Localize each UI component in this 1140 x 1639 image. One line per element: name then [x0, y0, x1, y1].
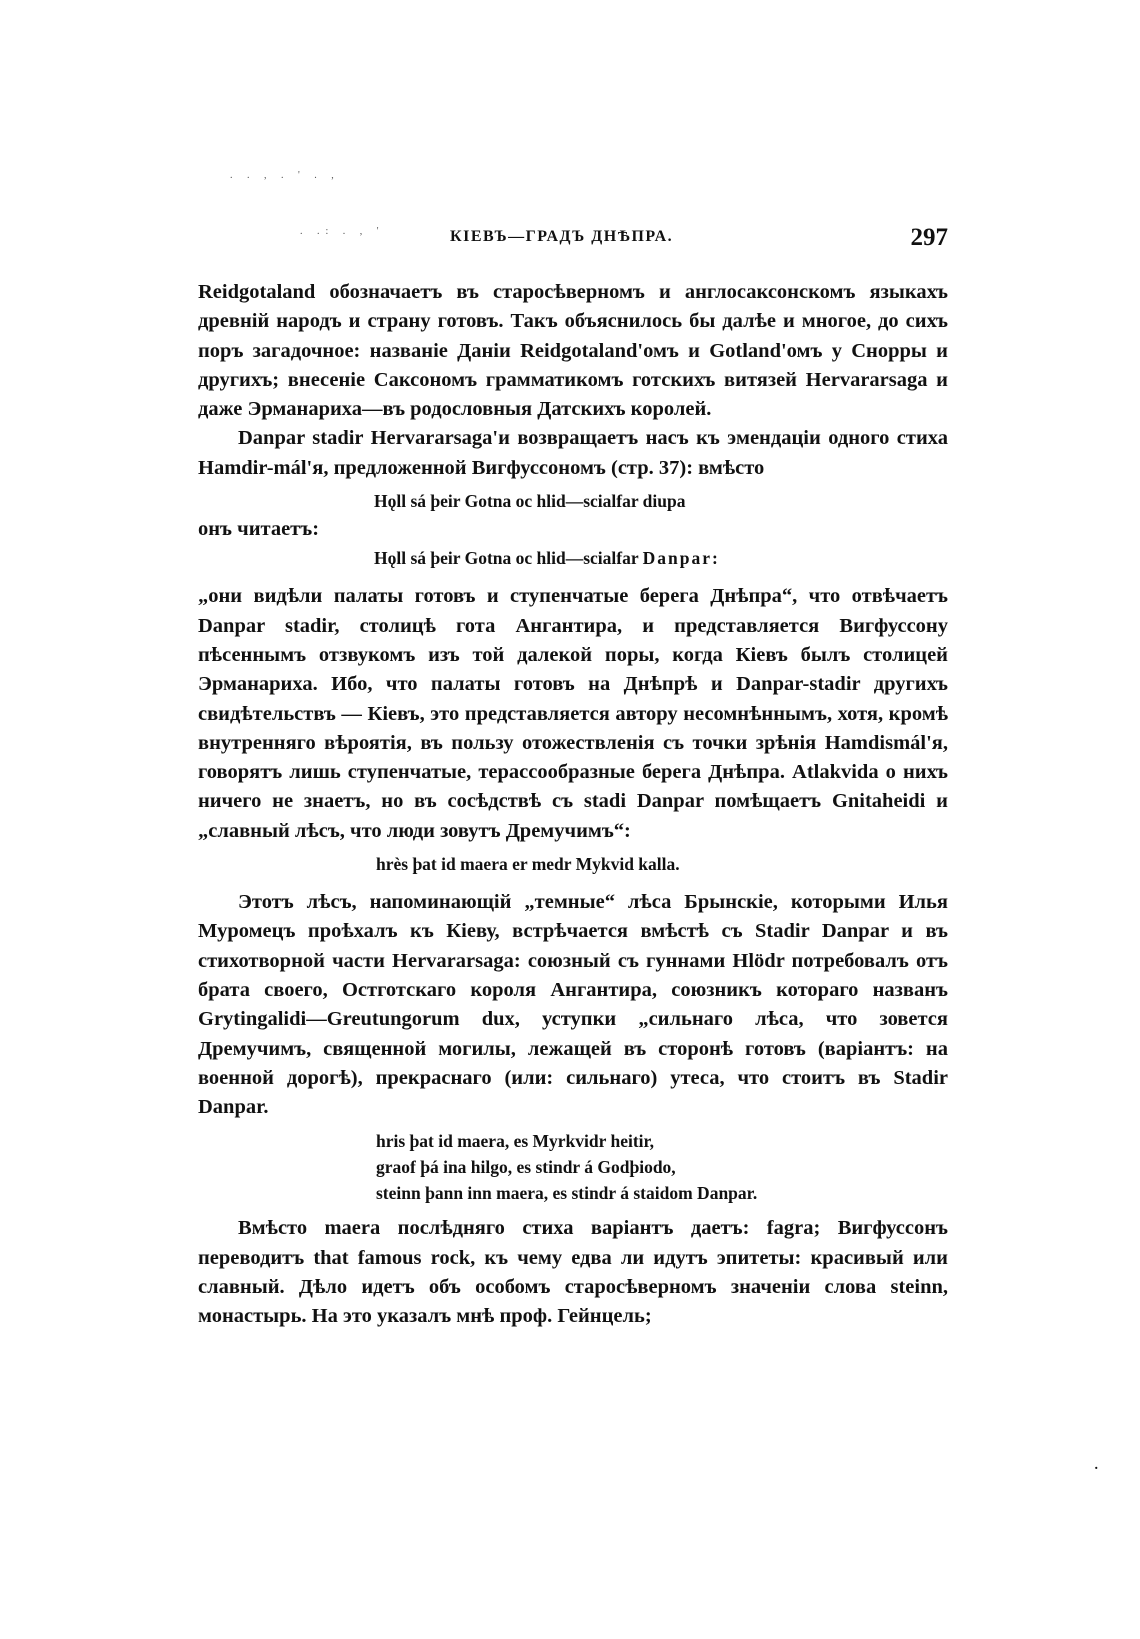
verse-text: Hǫll sá þeir Gotna oc hlid—scialfar	[374, 548, 643, 569]
page-number: 297	[910, 224, 948, 251]
verse-block-hervarar	[198, 1128, 948, 1206]
verse-line-original: Hǫll sá þeir Gotna oc hlid—scialfar diupa	[374, 491, 686, 512]
verse-emended-word: Danpar:	[642, 548, 720, 569]
paragraph: „они видѣли палаты готовъ и ступенчатые берега Днѣпра“, что отвѣчаетъ Danpar stadir, столицѣ гота Ангантира, и представляется Вигфуссону пѣсеннымъ отзвукомъ изъ той далекой поры, когда Кіевъ былъ столицей Эрманариха. Ибо, что палаты готовъ на Днѣпрѣ и Danpar-stadir другихъ свидѣтельствъ — Кіевъ, это представляется автору несомнѣннымъ, хотя, кромѣ внутренняго вѣроятія, въ пользу отожествленія съ точки зрѣнія Hamdismál'я, говорятъ лишь ступенчатые, терассообразные берега Днѣпра. Atlakvida о нихъ ничего не знаетъ, но въ сосѣдствѣ съ stadi Danpar помѣщаетъ Gnitaheidi и „славный лѣсъ, что люди зовутъ Дремучимъ“:	[198, 585, 948, 842]
print-speck: .	[1094, 1458, 1098, 1473]
verse-line-atlakvida: hrès þat id maera er medr Mykvid kalla.	[376, 854, 680, 875]
verse-line: steinn þann inn maera, es stindr á staidom Danpar.	[376, 1183, 758, 1204]
print-specks: . . , . ' . ,	[230, 170, 340, 181]
verse-line-emended	[198, 544, 948, 572]
page-header	[198, 224, 948, 254]
print-specks: . .: . , '	[300, 226, 385, 237]
paragraph: Вмѣсто maera послѣдняго стиха варіантъ даетъ: fagra; Вигфуссонъ переводитъ that famous rock, къ чему едва ли идутъ эпитеты: красивый или славный. Дѣло идетъ объ особомъ старосѣверномъ значеніи слова steinn, монастырь. На это указалъ мнѣ проф. Гейнцель;	[198, 1217, 948, 1328]
verse-line: hris þat id maera, es Myrkvidr heitir,	[376, 1131, 655, 1152]
running-title: КІЕВЪ—ГРАДЪ ДНѢПРА.	[450, 228, 674, 245]
main-text	[198, 278, 948, 1332]
paragraph: Reidgotaland обозначаетъ въ старосѣверномъ и англосаксонскомъ языкахъ древній народъ и страну готовъ. Такъ объяснилось бы далѣе и многое, до сихъ поръ загадочное: названіе Даніи Reidgotaland'омъ и Gotland'омъ у Снорры и другихъ; внесеніе Саксономъ грамматикомъ готскихъ витязей Hervararsaga и даже Эрманариха—въ родословныя Датскихъ королей.	[198, 281, 948, 421]
verse-line: graof þá ina hilgo, es stindr á Godþiodo,	[376, 1157, 676, 1178]
paragraph: Danpar stadir Hervararsaga'и возвращаетъ насъ къ эмендаціи одного стиха Hamdir-mál'я, предложенной Вигфуссономъ (стр. 37): вмѣсто	[198, 427, 948, 479]
paragraph: Этотъ лѣсъ, напоминающій „темные“ лѣса Брынскіе, которыми Илья Муромецъ проѣхалъ къ Кіеву, встрѣчается вмѣстѣ съ Stadir Danpar и въ стихотворной части Hervararsaga: союзный съ гуннами Hlödr потребовалъ отъ брата своего, Остготскаго короля Ангантира, союзникъ котораго названъ Grytingalidi—Greutungorum dux, уступки „сильнаго лѣса, что зовется Дремучимъ, священной могилы, лежащей въ сторонѣ готовъ (варіантъ: на военной дорогѣ), прекраснаго (или: сильнаго) утеса, что стоитъ въ Stadir Danpar.	[198, 891, 948, 1119]
paragraph: онъ читаетъ:	[198, 518, 320, 541]
